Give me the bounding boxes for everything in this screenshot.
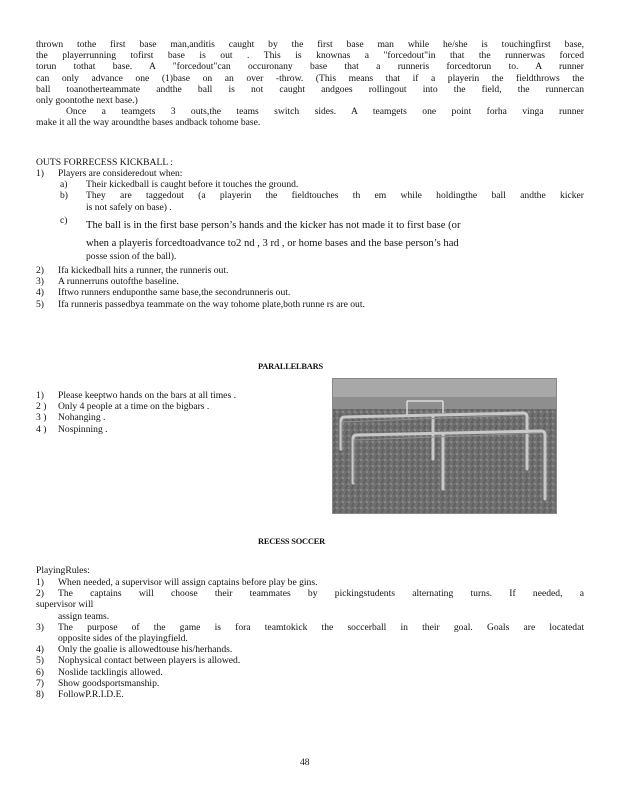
kickball-rules-paragraph — [36, 39, 584, 129]
list-item — [36, 276, 584, 287]
list-number: 2) — [36, 588, 44, 600]
sub-list-text: They are taggedout (a playerin the fieldtouches th em while holdingthe ball andthe kicker — [86, 190, 584, 202]
list-text: Noslide tacklingis allowed. — [58, 666, 163, 678]
list-item — [36, 412, 326, 423]
list-text: opposite sides of the playingfield. — [58, 633, 188, 645]
list-item — [36, 401, 326, 412]
paragraph-line: only goontothe next base.) — [36, 95, 138, 107]
list-text: Nospinning . — [58, 423, 108, 435]
list-text: When needed, a supervisor will assign captains before play be gins. — [58, 577, 318, 588]
paragraph-line: ball toanotherteammate andthe ball is not caught andgoes rollingout into the field, the runnercan — [36, 83, 584, 95]
outs-list — [36, 168, 584, 310]
list-item — [36, 588, 584, 599]
outs-heading: OUTS FORRECESS KICKBALL : — [36, 157, 173, 168]
paragraph-line: thrown tothe first base man,anditis caught by the first base man while he/she is touchingfirst base, — [36, 39, 584, 50]
list-number: 3) — [36, 276, 44, 288]
list-number: 2 ) — [36, 401, 47, 413]
list-number: 7) — [36, 677, 44, 689]
paragraph-line: Once a teamgets 3 outs,the teams switch sides. A teamgets one point forha vinga runner — [66, 106, 584, 118]
page-number: 48 — [300, 757, 310, 768]
sub-list-item — [36, 233, 584, 251]
sub-list-text: The ball is in the first base person’s hands and the kicker has not made it to first base (or — [86, 219, 461, 231]
sub-list-text: Their kickedball is caught before it touches the ground. — [86, 179, 299, 191]
parallel-bars-photo — [332, 378, 557, 514]
list-item-continuation — [36, 611, 584, 622]
list-item — [36, 299, 584, 310]
sub-list-item — [36, 202, 584, 213]
list-text: FollowP.R.I.D.E. — [58, 689, 124, 701]
paragraph-line: torun tothat base. A "forcedout"can occuronany base that a runneris forcedtorun to. A runner — [36, 61, 584, 73]
paragraph-line: the playerrunning tofirst base is out . This is knownas a "forcedout"in that the runnerwas forced — [36, 50, 584, 62]
parallel-bars-heading: PARALLELBARS — [258, 362, 323, 371]
list-text: Nophysical contact between players is allowed. — [58, 655, 241, 667]
list-item — [36, 633, 584, 644]
list-number: 4 ) — [36, 423, 47, 435]
list-number: 1) — [36, 390, 44, 401]
list-item — [36, 667, 584, 678]
list-text: Only the goalie is allowedtouse his/herhands. — [58, 644, 233, 656]
list-text: Show goodsportsmanship. — [58, 677, 160, 689]
list-text: supervisor will — [36, 599, 94, 611]
list-item — [36, 689, 584, 700]
list-item — [36, 622, 584, 633]
list-number: 1) — [36, 168, 44, 179]
list-item — [36, 424, 326, 435]
list-item — [36, 678, 584, 689]
sub-list-item — [36, 251, 584, 262]
sub-list-item — [36, 179, 584, 190]
list-text: Only 4 people at a time on the bigbars . — [58, 401, 210, 413]
sub-list-text: is not safely on base) . — [86, 201, 172, 213]
parallel-bars-list — [36, 390, 326, 435]
sub-list-text: posse ssion of the ball). — [86, 250, 177, 262]
list-text: The purpose of the game is fora teamtokick the soccerball in their goal. Goals are locatedat — [58, 621, 584, 633]
sub-list-letter: b) — [60, 190, 68, 202]
sub-list-letter: a) — [60, 179, 68, 191]
sub-list-item — [36, 190, 584, 201]
list-number: 4) — [36, 644, 44, 656]
paragraph-line: can only advance one (1)base on an over -throw. (This means that if a playerin the fieldthrows the — [36, 72, 584, 84]
recess-soccer-heading: RECESS SOCCER — [258, 537, 325, 546]
list-number: 3 ) — [36, 412, 47, 424]
list-item — [36, 168, 584, 179]
list-item — [36, 265, 584, 276]
list-text: Players are consideredout when: — [58, 168, 183, 179]
list-item — [36, 577, 584, 588]
list-text: Ifa kickedball hits a runner, the runneris out. — [58, 265, 229, 277]
list-number: 5) — [36, 298, 44, 310]
list-item — [36, 655, 584, 666]
list-text: Ifa runneris passedbya teammate on the way tohome plate,both runne rs are out. — [58, 298, 365, 310]
list-text: A runnerruns outofthe baseline. — [58, 276, 179, 288]
list-text: Please keeptwo hands on the bars at all times . — [58, 390, 236, 401]
list-text: The captains will choose their teammates by pickingstudents alternating turns. If needed, a — [58, 588, 584, 600]
list-item — [36, 287, 584, 298]
list-number: 4) — [36, 287, 44, 299]
list-text: Nohanging . — [58, 412, 106, 424]
list-item-continuation — [36, 599, 584, 610]
list-item — [36, 644, 584, 655]
parallel-bars-image — [333, 379, 556, 513]
paragraph-line: make it all the way aroundthe bases andback tohome base. — [36, 117, 261, 129]
list-number: 8) — [36, 689, 44, 701]
sub-list-letter: c) — [60, 214, 68, 226]
sub-list-text: when a playeris forcedtoadvance to2 nd , 3 rd , or home bases and the base person’s had — [86, 237, 459, 249]
list-item — [36, 390, 326, 401]
playing-rules-heading: PlayingRules: — [36, 565, 90, 576]
sub-list-item — [36, 215, 584, 233]
soccer-rules-list — [36, 577, 584, 700]
list-text: assign teams. — [58, 610, 110, 622]
list-text: Iftwo runners enduponthe same base,the secondrunneris out. — [58, 287, 291, 299]
list-number: 5) — [36, 655, 44, 667]
list-number: 3) — [36, 621, 44, 633]
list-number: 6) — [36, 666, 44, 678]
list-number: 1) — [36, 577, 44, 588]
list-number: 2) — [36, 265, 44, 277]
